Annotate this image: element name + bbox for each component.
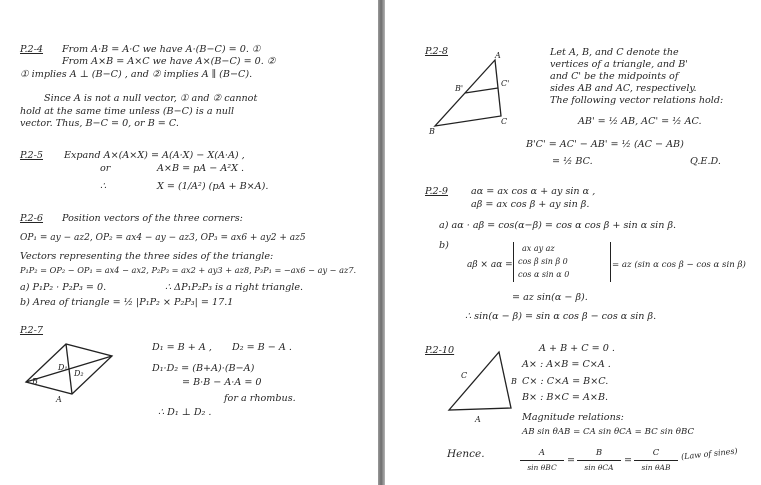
p27-line1b: D₂ = B − A . bbox=[232, 342, 292, 353]
fraction-a-denominator: sin θBC bbox=[527, 463, 557, 472]
problem-label-2-9: P.2-9 bbox=[425, 186, 449, 197]
fig-label-a: A bbox=[495, 51, 501, 60]
p24-line3: ① implies A ⊥ (B−C) , and ② implies A ∥ (B−C). bbox=[20, 69, 253, 80]
problem-label-2-10: P.2-10 bbox=[425, 345, 455, 356]
p29-rhs: = az (sin α cos β − cos α sin β) bbox=[612, 260, 746, 270]
p28-line2: vertices of a triangle, and B' bbox=[550, 59, 688, 70]
problem-label-2-7: P.2-7 bbox=[20, 325, 44, 336]
p29-line6: ∴ sin(α − β) = sin α cos β − cos α sin β. bbox=[465, 311, 657, 322]
p27-line2: D₁·D₂ = (B+A)·(B−A) bbox=[152, 363, 255, 374]
fig-label-d1: D₁ bbox=[58, 363, 68, 372]
problem-label-2-5: P.2-5 bbox=[20, 150, 44, 161]
fig-label-b: B bbox=[511, 377, 517, 386]
p24-line4: Since A is not a null vector, ① and ② cannot bbox=[44, 93, 258, 104]
p24-line2: From A×B = A×C we have A×(B−C) = 0. ② bbox=[62, 56, 276, 67]
p28-qed: Q.E.D. bbox=[690, 156, 721, 167]
p26-line5b: ∴ ΔP₁P₂P₃ is a right triangle. bbox=[165, 282, 304, 293]
p29-part-b: b) bbox=[439, 240, 449, 251]
p28-line3: and C' be the midpoints of bbox=[550, 71, 679, 82]
problem-label-2-4: P.2-4 bbox=[20, 44, 44, 55]
p210-line2: A× : A×B = C×A . bbox=[522, 359, 611, 370]
p29-line3: a) aα · aβ = cos(α−β) = cos α cos β + sin α sin β. bbox=[439, 220, 677, 231]
fraction-a-numerator: A bbox=[538, 448, 546, 458]
p210-line5: Magnitude relations: bbox=[522, 412, 624, 423]
p25-line3: X = (1/A²) (pA + B×A). bbox=[157, 181, 269, 192]
triangle-figure-2-10 bbox=[437, 348, 517, 424]
fig-label-b: B bbox=[429, 127, 435, 136]
p28-line8: = ½ BC. bbox=[552, 156, 593, 167]
p24-line1: From A·B = A·C we have A·(B−C) = 0. ① bbox=[62, 44, 261, 55]
page-gutter bbox=[378, 0, 385, 485]
midpoint-segment bbox=[465, 88, 498, 93]
p25-therefore: ∴ bbox=[100, 181, 107, 192]
p28-line5: The following vector relations hold: bbox=[550, 95, 724, 106]
p210-line6: AB sin θAB = CA sin θCA = BC sin θBC bbox=[522, 427, 695, 437]
p27-line1a: D₁ = B + A , bbox=[152, 342, 212, 353]
rhombus-figure bbox=[18, 340, 118, 402]
p25-line1: Expand A×(A×X) = A(A·X) − X(A·A) , bbox=[64, 150, 245, 161]
p26-line1: Position vectors of the three corners: bbox=[62, 213, 243, 224]
fig-label-d2: D₂ bbox=[74, 369, 84, 378]
p24-line6: vector. Thus, B−C = 0, or B = C. bbox=[20, 118, 179, 129]
fraction-c-bar bbox=[634, 460, 678, 461]
p25-line2: A×B = pA − A²X . bbox=[157, 163, 245, 174]
p24-line5: hold at the same time unless (B−C) is a null bbox=[20, 106, 235, 117]
p26-line6: b) Area of triangle = ½ |P₁P₂ × P₂P₃| = 17.1 bbox=[20, 297, 234, 308]
left-page bbox=[0, 0, 378, 485]
fraction-b-bar bbox=[577, 460, 621, 461]
law-of-sines-fraction-b bbox=[577, 448, 621, 473]
law-of-sines-fraction-c bbox=[634, 448, 678, 473]
law-of-sines-fraction-a bbox=[520, 448, 564, 473]
p26-line4: P₁P₂ = OP₂ − OP₁ = ax4 − ax2, P₂P₃ = ax2 + ay3 + az8, P₃P₁ = −ax6 − ay − az7. bbox=[20, 265, 357, 275]
p29-lhs: aβ × aα = bbox=[467, 260, 513, 270]
fig-label-c: C bbox=[461, 371, 468, 380]
matrix-row-1: ax ay az bbox=[522, 244, 555, 253]
p28-line7: B'C' = AC' − AB' = ½ (AC − AB) bbox=[526, 139, 684, 150]
fig-label-a: A bbox=[475, 415, 481, 424]
p27-line3: = B·B − A·A = 0 bbox=[182, 377, 262, 388]
fig-label-b-prime: B' bbox=[455, 84, 464, 93]
p210-hence: Hence. bbox=[447, 448, 485, 460]
p26-line2: OP₁ = ay − az2, OP₂ = ax4 − ay − az3, OP₃ = ax6 + ay2 + az5 bbox=[20, 233, 306, 243]
p26-line5a: a) P₁P₂ · P₂P₃ = 0. bbox=[20, 282, 107, 293]
fig-label-b: B bbox=[32, 377, 38, 386]
fig-label-a: A bbox=[56, 395, 62, 404]
fig-label-c-prime: C' bbox=[501, 79, 510, 88]
problem-label-2-8: P.2-8 bbox=[425, 46, 449, 57]
equals-sign-1: = bbox=[567, 455, 576, 466]
p210-line3: C× : C×A = B×C. bbox=[522, 376, 609, 387]
p210-line1: A + B + C = 0 . bbox=[539, 343, 615, 354]
law-of-sines-note: (Law of sines) bbox=[680, 446, 738, 462]
fraction-b-numerator: B bbox=[595, 448, 603, 458]
fig-label-c: C bbox=[501, 117, 508, 126]
p26-line3: Vectors representing the three sides of the triangle: bbox=[20, 251, 274, 262]
p29-line1: aα = ax cos α + ay sin α , bbox=[471, 186, 596, 197]
problem-label-2-6: P.2-6 bbox=[20, 213, 44, 224]
p29-line2: aβ = ax cos β + ay sin β. bbox=[471, 199, 590, 210]
p28-line1: Let A, B, and C denote the bbox=[550, 47, 679, 58]
p28-line4: sides AB and AC, respectively. bbox=[550, 83, 697, 94]
p28-line6: AB' = ½ AB, AC' = ½ AC. bbox=[578, 116, 702, 127]
p29-line5: = az sin(α − β). bbox=[512, 292, 588, 303]
p25-or: or bbox=[100, 163, 111, 174]
p210-line4: B× : B×C = A×B. bbox=[522, 392, 609, 403]
p27-line5: ∴ D₁ ⊥ D₂ . bbox=[158, 407, 212, 418]
p27-line4: for a rhombus. bbox=[224, 393, 296, 404]
right-page bbox=[385, 0, 761, 485]
equals-sign-2: = bbox=[624, 455, 633, 466]
fraction-a-bar bbox=[520, 460, 564, 461]
fraction-c-denominator: sin θAB bbox=[641, 463, 671, 472]
fraction-b-denominator: sin θCA bbox=[584, 463, 614, 472]
fraction-c-numerator: C bbox=[652, 448, 660, 458]
triangle-abc bbox=[449, 352, 511, 410]
determinant-matrix bbox=[513, 242, 611, 282]
matrix-row-3: cos α sin α 0 bbox=[518, 270, 570, 279]
matrix-row-2: cos β sin β 0 bbox=[518, 257, 568, 266]
